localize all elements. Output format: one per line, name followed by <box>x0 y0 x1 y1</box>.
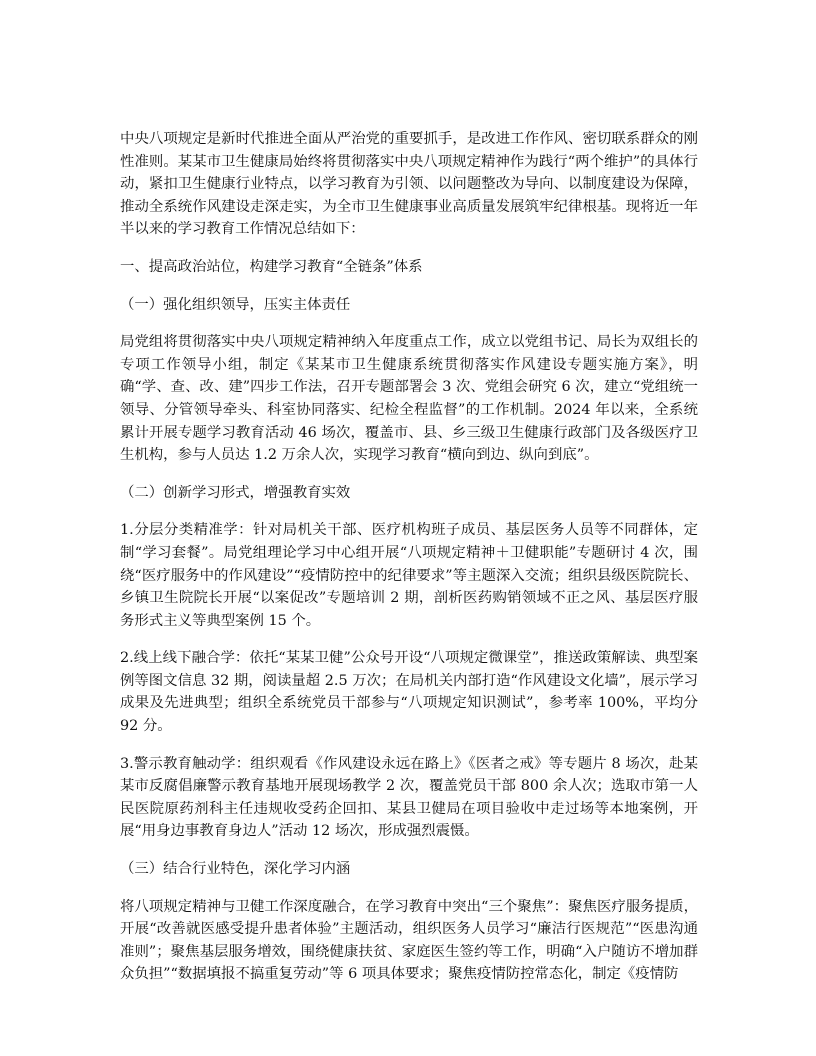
subsection-1-heading: （一）强化组织领导，压实主体责任 <box>120 296 351 313</box>
document-page <box>120 128 698 1001</box>
item-1-paragraph: 1.分层分类精准学：针对局机关干部、医疗机构班子成员、基层医务人员等不同群体，定制“学习套餐”。局党组理论学习中心组开展“八项规定精神＋卫健职能”专题研讨 4 次，围绕“医疗服务中的作风建设”“疫情防控中的纪律要求”等主题深入交流；组织县级医院院长、乡镇卫生院院长开展“以案促改”专题培训 2 期，剖析医药购销领域不正之风、基层医疗服务形式主义等典型案例 15 个。 <box>120 522 698 629</box>
subsection-1-paragraph: 局党组将贯彻落实中央八项规定精神纳入年度重点工作，成立以党组书记、局长为双组长的专项工作领导小组，制定《某某市卫生健康系统贯彻落实作风建设专题实施方案》，明确“学、查、改、建”四步工作法，召开专题部署会 3 次、党组会研究 6 次，建立“党组统一领导、分管领导牵头、科室协同落实、纪检全程监督”的工作机制。2024 年以来，全系统累计开展专题学习教育活动 46 场次，覆盖市、县、乡三级卫生健康行政部门及各级医疗卫生机构，参与人员达 1.2 万余人次，实现学习教育“横向到边、纵向到底”。 <box>120 334 698 464</box>
item-2-paragraph: 2.线上线下融合学：依托“某某卫健”公众号开设“八项规定微课堂”，推送政策解读、典型案例等图文信息 32 期，阅读量超 2.5 万次；在局机关内部打造“作风建设文化墙”，展示学习成果及先进典型；组织全系统党员干部参与“八项规定知识测试”，参考率 100%，平均分 92 分。 <box>120 650 698 735</box>
subsection-3-heading: （三）结合行业特色，深化学习内涵 <box>120 861 351 878</box>
section-1-heading: 一、提高政治站位，构建学习教育“全链条”体系 <box>120 258 423 275</box>
subsection-3-paragraph: 将八项规定精神与卫健工作深度融合，在学习教育中突出“三个聚焦”：聚焦医疗服务提质，开展“改善就医感受提升患者体验”主题活动，组织医务人员学习“廉洁行医规范”“医患沟通准则”；聚焦基层服务增效，围绕健康扶贫、家庭医生签约等工作，明确“入户随访不增加群众负担”“数据填报不搞重复劳动”等 6 项具体要求；聚焦疫情防控常态化，制定《疫情防 <box>120 898 698 983</box>
intro-paragraph: 中央八项规定是新时代推进全面从严治党的重要抓手，是改进工作作风、密切联系群众的刚性准则。某某市卫生健康局始终将贯彻落实中央八项规定精神作为践行“两个维护”的具体行动，紧扣卫生健康行业特点，以学习教育为引领、以问题整改为导向、以制度建设为保障，推动全系统作风建设走深走实，为全市卫生健康事业高质量发展筑牢纪律根基。现将近一年半以来的学习教育工作情况总结如下： <box>120 131 698 238</box>
subsection-2-heading: （二）创新学习形式，增强教育实效 <box>120 484 351 501</box>
item-3-paragraph: 3.警示教育触动学：组织观看《作风建设永远在路上》《医者之戒》等专题片 8 场次，赴某某市反腐倡廉警示教育基地开展现场教学 2 次，覆盖党员干部 800 余人次；选取市第一人民医院原药剂科主任违规收受药企回扣、某县卫健局在项目验收中走过场等本地案例，开展“用身边事教育身边人”活动 12 场次，形成强烈震慑。 <box>120 755 698 840</box>
